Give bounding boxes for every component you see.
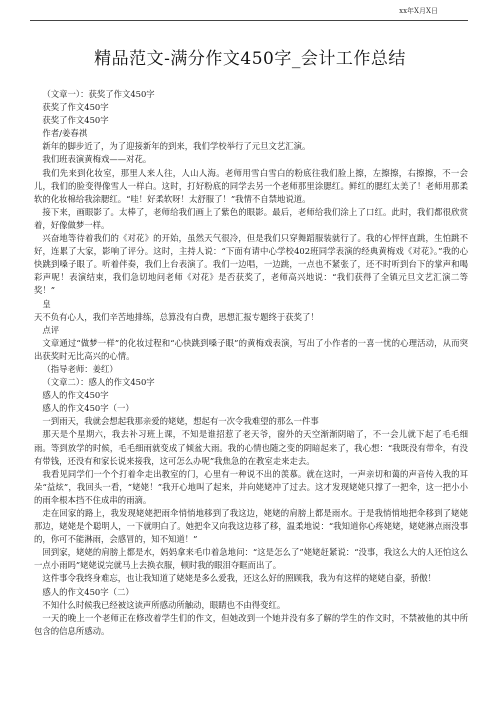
paragraph: 作者/姜春祺 — [42, 128, 88, 139]
page-title: 精品范文-满分作文450字_会计工作总结 — [94, 49, 406, 69]
paragraph: 我看见同学们一个个打着伞走出教室的门，心里有一种说不出的羡慕。就在这时，一声亲切和蔼的声音传入我的耳朵“益炫”，我回头一看，“姥姥！”我开心地叫了起来，并向姥姥冲了过去。这才发现姥姥只撑了一把伞，这一把小小的雨伞根本挡不住成串的雨滴。 — [34, 468, 468, 505]
paragraph: 这件事令我终身难忘，也让我知道了姥姥是多么爱我，还这么好的照顾我，我为有这样的姥姥自豪，骄傲！ — [42, 573, 437, 584]
paragraph: （文章二）：感人的作文450字 — [42, 377, 155, 388]
paragraph: （指导老师：姜红） — [42, 363, 118, 374]
paragraph: 感人的作文450字（一） — [42, 403, 134, 414]
page-date: xx年X月X日 — [399, 7, 438, 15]
paragraph: 文章通过“做梦一样”的化妆过程和“心快跳到嗓子眼”的黄梅戏表演，写出了小作者的一喜一忧的心理活动，从而突出获奖时无比高兴的心情。 — [34, 337, 468, 361]
paragraph: 我们班表演黄梅戏——对花。 — [42, 154, 152, 165]
paragraph: 点评 — [42, 324, 60, 335]
document-body — [34, 88, 468, 638]
paragraph: 回到家，姥姥的肩膀上都是水，妈妈拿来毛巾着急地问：“这是怎么了”姥姥赶紧说：“没事，我这么大的人还怕这么一点小雨吗”姥姥说完就马上去换衣服，顿时我的眼泪夺眶而出了。 — [34, 547, 468, 571]
paragraph: 接下来，画眼影了。太棒了，老师给我们画上了紫色的眼影。最后，老师给我们涂上了口红。此时，我们都很欣赏着，好像做梦一样。 — [34, 206, 468, 230]
paragraph: 天不负有心人，我们辛苦地排练，总算没有白费，思想汇报专题终于获奖了！ — [34, 311, 319, 322]
paragraph: 那天是个星期六，我去补习班上课，不知是谁招惹了老天爷，窗外的天空渐渐阴暗了，不一会儿就下起了毛毛细雨。等到放学的时候，毛毛细雨就变成了倾盆大雨。我的心情也随之变的阴暗起来了，我心想：“我既没有带伞，有没有带钱，还没有和家长说来接我，这可怎么办呢”我焦急的在教室走来走去。 — [34, 429, 468, 466]
paragraph: 不知什么时候我已经被这读声所感动所触动，眼睛也不由得变红。 — [42, 599, 286, 610]
paragraph: 走在回家的路上，我发现姥姥把雨伞悄悄地移到了我这边，姥姥的肩膀上都是雨水。于是我悄悄地把伞移到了姥姥那边，姥姥是个聪明人，一下就明白了。她把伞又向我这边移了移，温柔地说：“我知道你心疼姥姥，姥姥淋点雨没事的，你可不能淋雨，会感冒的，知不知道！” — [34, 508, 468, 545]
paragraph: 感人的作文450字 — [42, 390, 109, 401]
paragraph: 一到雨天，我就会想起我那亲爱的姥姥，想起有一次令我难望的那么一件事 — [42, 416, 319, 427]
paragraph: 我们先来到化妆室，那里人来人往，人山人海。老师用雪白雪白的粉底往我们脸上擦，左擦擦，右擦擦，不一会儿，我们的脸变得像雪人一样白。这时，打好粉底的同学去另一个老师那里涂腮红。鲜红的腮红太美了！老师用那柔软的化妆棉给我涂腮红。“哇！好柔软呀！太舒服了！”我情不自禁地说道。 — [34, 167, 468, 204]
paragraph: 获奖了作文450字 — [42, 102, 109, 113]
paragraph: 获奖了作文450字 — [42, 115, 109, 126]
paragraph: 皇 — [42, 298, 51, 309]
paragraph: （文章一）：获奖了作文450字 — [42, 89, 155, 99]
paragraph: 感人的作文450字（二） — [42, 586, 134, 597]
paragraph: 兴奋地等待着我们的《对花》的开始，虽然天气很冷，但是我们只穿舞蹈服装就行了。我的心怦怦直跳，生怕跳不好，连累了大家，影响了评分。这时，主持人说：“下面有请中心学校402班同学表演的经典黄梅戏《对花》。”我的心快跳到嗓子眼了。听着伴奏，我们上台表演了。我们一边唱，一边跳，一点也不紧张了，还不时听到台下的掌声和喝彩声呢！表演结束，我们急切地问老师《对花》是否获奖了，老师高兴地说：“我们获得了全镇元旦文艺汇演二等奖！” — [34, 233, 468, 296]
header-rule — [30, 20, 468, 21]
paragraph: 一天的晚上一个老师正在修改着学生们的作文，但她改到一个她并没有多了解的学生的作文时，不禁被他的其中所包含的信息所感动。 — [34, 612, 468, 636]
paragraph: 新年的脚步近了，为了迎接新年的到来，我们学校举行了元旦文艺汇演。 — [42, 141, 311, 152]
